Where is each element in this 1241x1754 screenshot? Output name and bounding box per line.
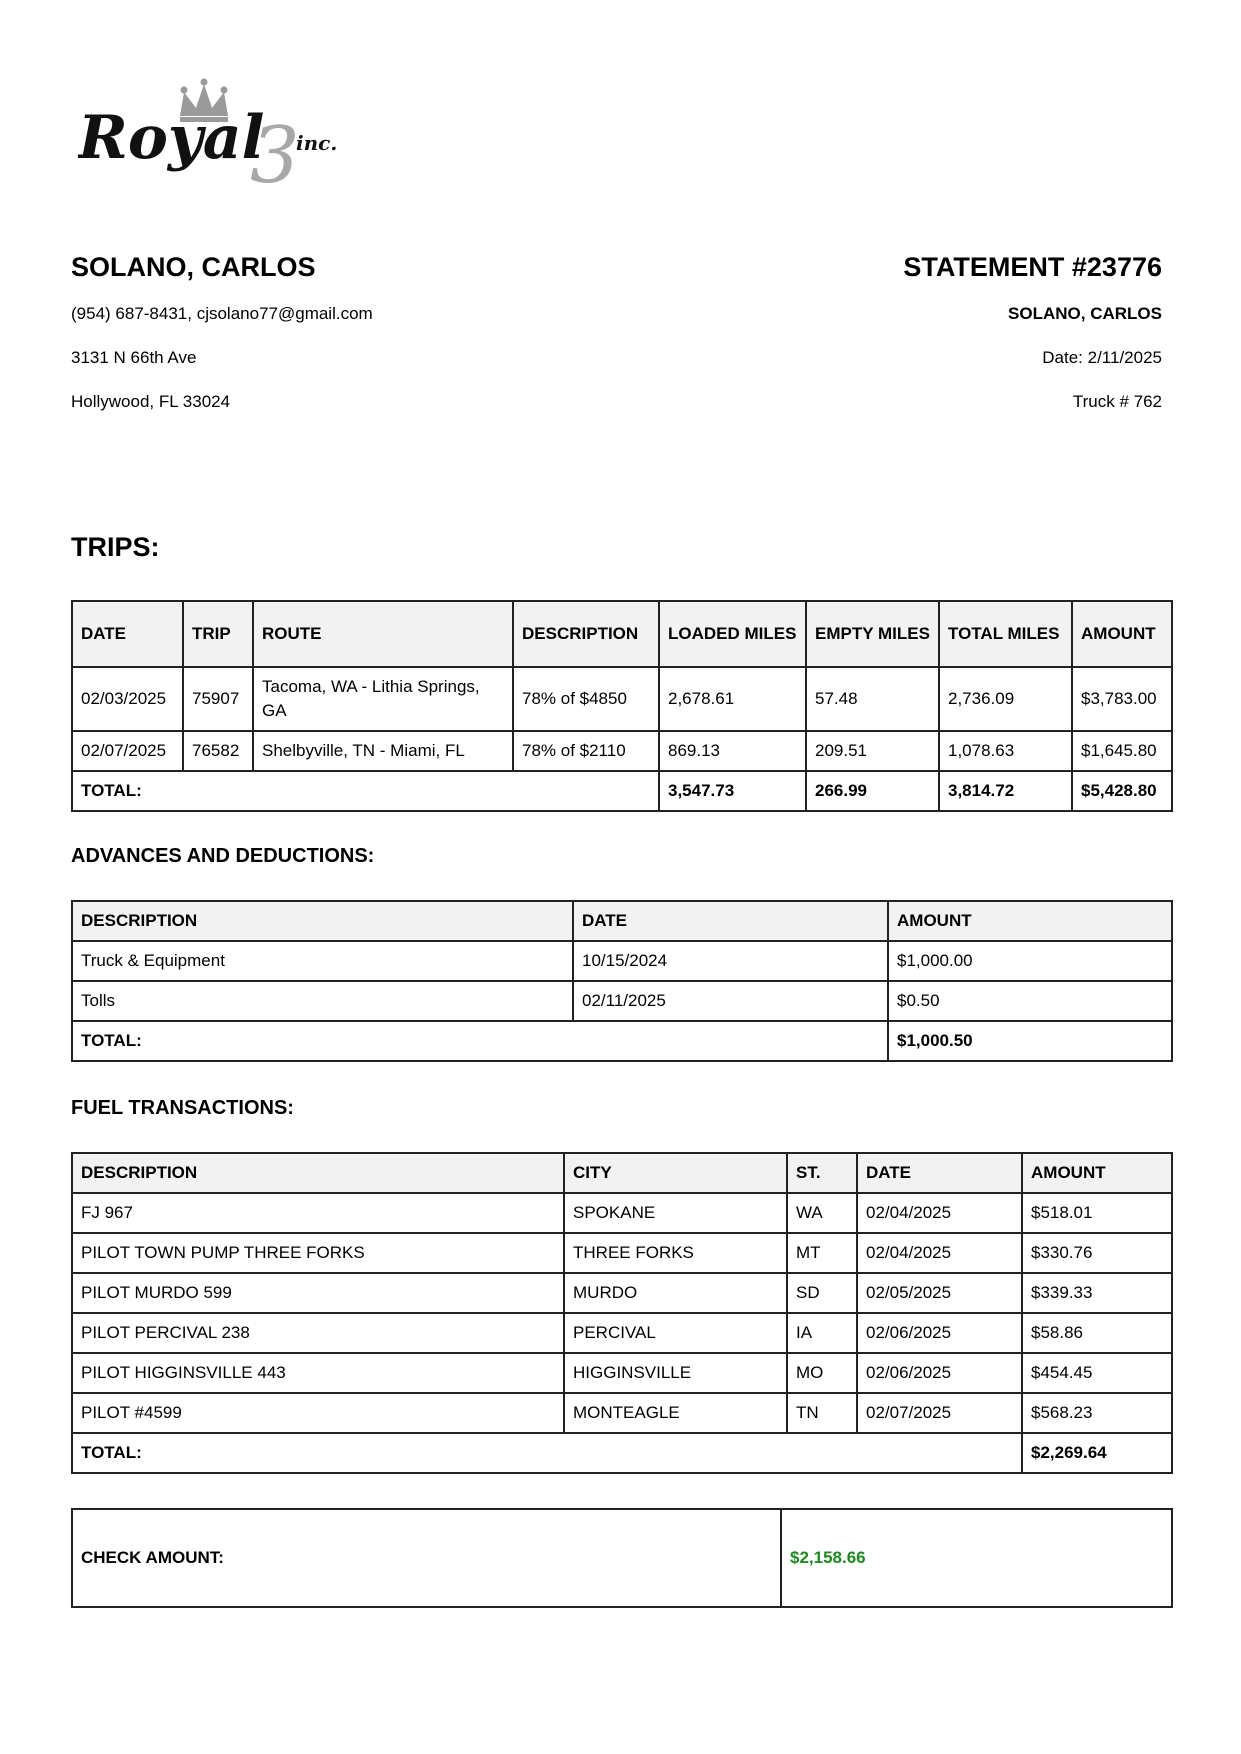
cell-amount: $568.23 (1022, 1393, 1172, 1433)
cell-description: PILOT PERCIVAL 238 (72, 1313, 564, 1353)
cell-city: MONTEAGLE (564, 1393, 787, 1433)
cell-amount: $58.86 (1022, 1313, 1172, 1353)
cell-total-miles: 2,736.09 (939, 667, 1072, 731)
cell-state: IA (787, 1313, 857, 1353)
fuel-table (71, 1152, 1173, 1474)
cell-trip: 76582 (183, 731, 253, 771)
col-header-description: DESCRIPTION (72, 901, 573, 941)
table-row (72, 1353, 1172, 1393)
col-header-amount: AMOUNT (1022, 1153, 1172, 1193)
trips-table (71, 600, 1173, 812)
cell-description: PILOT MURDO 599 (72, 1273, 564, 1313)
table-header-row (72, 601, 1172, 667)
cell-amount: $518.01 (1022, 1193, 1172, 1233)
total-amount: $1,000.50 (888, 1021, 1172, 1061)
driver-contact: (954) 687-8431, cjsolano77@gmail.com (71, 304, 373, 323)
statement-date: Date: 2/11/2025 (1042, 348, 1162, 367)
total-label: TOTAL: (72, 1433, 1022, 1473)
cell-empty-miles: 209.51 (806, 731, 939, 771)
cell-description: 78% of $4850 (513, 667, 659, 731)
cell-description: PILOT TOWN PUMP THREE FORKS (72, 1233, 564, 1273)
cell-city: HIGGINSVILLE (564, 1353, 787, 1393)
total-empty-miles: 266.99 (806, 771, 939, 811)
statement-title: STATEMENT #23776 (903, 252, 1162, 282)
table-header-row (72, 901, 1172, 941)
statement-name: SOLANO, CARLOS (1008, 304, 1162, 323)
cell-amount: $0.50 (888, 981, 1172, 1021)
driver-city: Hollywood, FL 33024 (71, 392, 231, 411)
table-row (72, 731, 1172, 771)
check-row (72, 1509, 1172, 1607)
cell-loaded-miles: 869.13 (659, 731, 806, 771)
cell-date: 02/03/2025 (72, 667, 183, 731)
cell-date: 02/05/2025 (857, 1273, 1022, 1313)
cell-state: SD (787, 1273, 857, 1313)
col-header-route: ROUTE (253, 601, 513, 667)
cell-amount: $330.76 (1022, 1233, 1172, 1273)
col-header-loaded-miles: LOADED MILES (659, 601, 806, 667)
cell-date: 02/07/2025 (857, 1393, 1022, 1433)
check-amount-label: CHECK AMOUNT: (72, 1509, 781, 1607)
advances-table (71, 900, 1173, 1062)
cell-route: Shelbyville, TN - Miami, FL (253, 731, 513, 771)
table-row (72, 1233, 1172, 1273)
table-row (72, 1273, 1172, 1313)
cell-amount: $454.45 (1022, 1353, 1172, 1393)
statement-info (642, 250, 1162, 434)
cell-trip: 75907 (183, 667, 253, 731)
col-header-empty-miles: EMPTY MILES (806, 601, 939, 667)
cell-description: Tolls (72, 981, 573, 1021)
total-amount: $2,269.64 (1022, 1433, 1172, 1473)
total-label: TOTAL: (72, 771, 659, 811)
driver-name: SOLANO, CARLOS (71, 252, 316, 282)
col-header-city: CITY (564, 1153, 787, 1193)
col-header-date: DATE (72, 601, 183, 667)
driver-info (71, 250, 591, 434)
cell-date: 02/07/2025 (72, 731, 183, 771)
cell-date: 10/15/2024 (573, 941, 888, 981)
logo-numeral: 3 (250, 111, 300, 190)
advances-heading: ADVANCES AND DEDUCTIONS: (71, 845, 375, 867)
table-row (72, 1393, 1172, 1433)
cell-date: 02/11/2025 (573, 981, 888, 1021)
statement-truck: Truck # 762 (1072, 392, 1162, 411)
cell-date: 02/04/2025 (857, 1233, 1022, 1273)
cell-amount: $339.33 (1022, 1273, 1172, 1313)
total-loaded-miles: 3,547.73 (659, 771, 806, 811)
cell-date: 02/06/2025 (857, 1353, 1022, 1393)
cell-description: Truck & Equipment (72, 941, 573, 981)
cell-state: MT (787, 1233, 857, 1273)
company-logo (78, 78, 388, 190)
cell-description: PILOT #4599 (72, 1393, 564, 1433)
cell-state: WA (787, 1193, 857, 1233)
total-amount: $5,428.80 (1072, 771, 1172, 811)
cell-date: 02/06/2025 (857, 1313, 1022, 1353)
cell-city: THREE FORKS (564, 1233, 787, 1273)
total-row (72, 771, 1172, 811)
table-row (72, 1193, 1172, 1233)
col-header-description: DESCRIPTION (72, 1153, 564, 1193)
cell-amount: $1,645.80 (1072, 731, 1172, 771)
col-header-date: DATE (573, 901, 888, 941)
trips-heading: TRIPS: (71, 532, 160, 562)
table-row (72, 1313, 1172, 1353)
cell-loaded-miles: 2,678.61 (659, 667, 806, 731)
cell-state: TN (787, 1393, 857, 1433)
total-row (72, 1021, 1172, 1061)
logo-suffix: inc. (296, 131, 338, 155)
logo-word: Royal (78, 103, 265, 173)
col-header-amount: AMOUNT (888, 901, 1172, 941)
col-header-total-miles: TOTAL MILES (939, 601, 1072, 667)
total-total-miles: 3,814.72 (939, 771, 1072, 811)
cell-route: Tacoma, WA - Lithia Springs, GA (253, 667, 513, 731)
table-row (72, 941, 1172, 981)
col-header-date: DATE (857, 1153, 1022, 1193)
col-header-trip: TRIP (183, 601, 253, 667)
cell-total-miles: 1,078.63 (939, 731, 1072, 771)
fuel-heading: FUEL TRANSACTIONS: (71, 1097, 294, 1119)
cell-amount: $1,000.00 (888, 941, 1172, 981)
cell-date: 02/04/2025 (857, 1193, 1022, 1233)
table-header-row (72, 1153, 1172, 1193)
total-row (72, 1433, 1172, 1473)
cell-state: MO (787, 1353, 857, 1393)
cell-city: MURDO (564, 1273, 787, 1313)
table-row (72, 667, 1172, 731)
cell-amount: $3,783.00 (1072, 667, 1172, 731)
driver-street: 3131 N 66th Ave (71, 348, 197, 367)
cell-empty-miles: 57.48 (806, 667, 939, 731)
cell-description: 78% of $2110 (513, 731, 659, 771)
cell-city: SPOKANE (564, 1193, 787, 1233)
check-amount-box (71, 1508, 1173, 1608)
col-header-state: ST. (787, 1153, 857, 1193)
check-amount-value: $2,158.66 (781, 1509, 1172, 1607)
table-row (72, 981, 1172, 1021)
col-header-amount: AMOUNT (1072, 601, 1172, 667)
total-label: TOTAL: (72, 1021, 888, 1061)
cell-description: FJ 967 (72, 1193, 564, 1233)
cell-city: PERCIVAL (564, 1313, 787, 1353)
col-header-description: DESCRIPTION (513, 601, 659, 667)
cell-description: PILOT HIGGINSVILLE 443 (72, 1353, 564, 1393)
